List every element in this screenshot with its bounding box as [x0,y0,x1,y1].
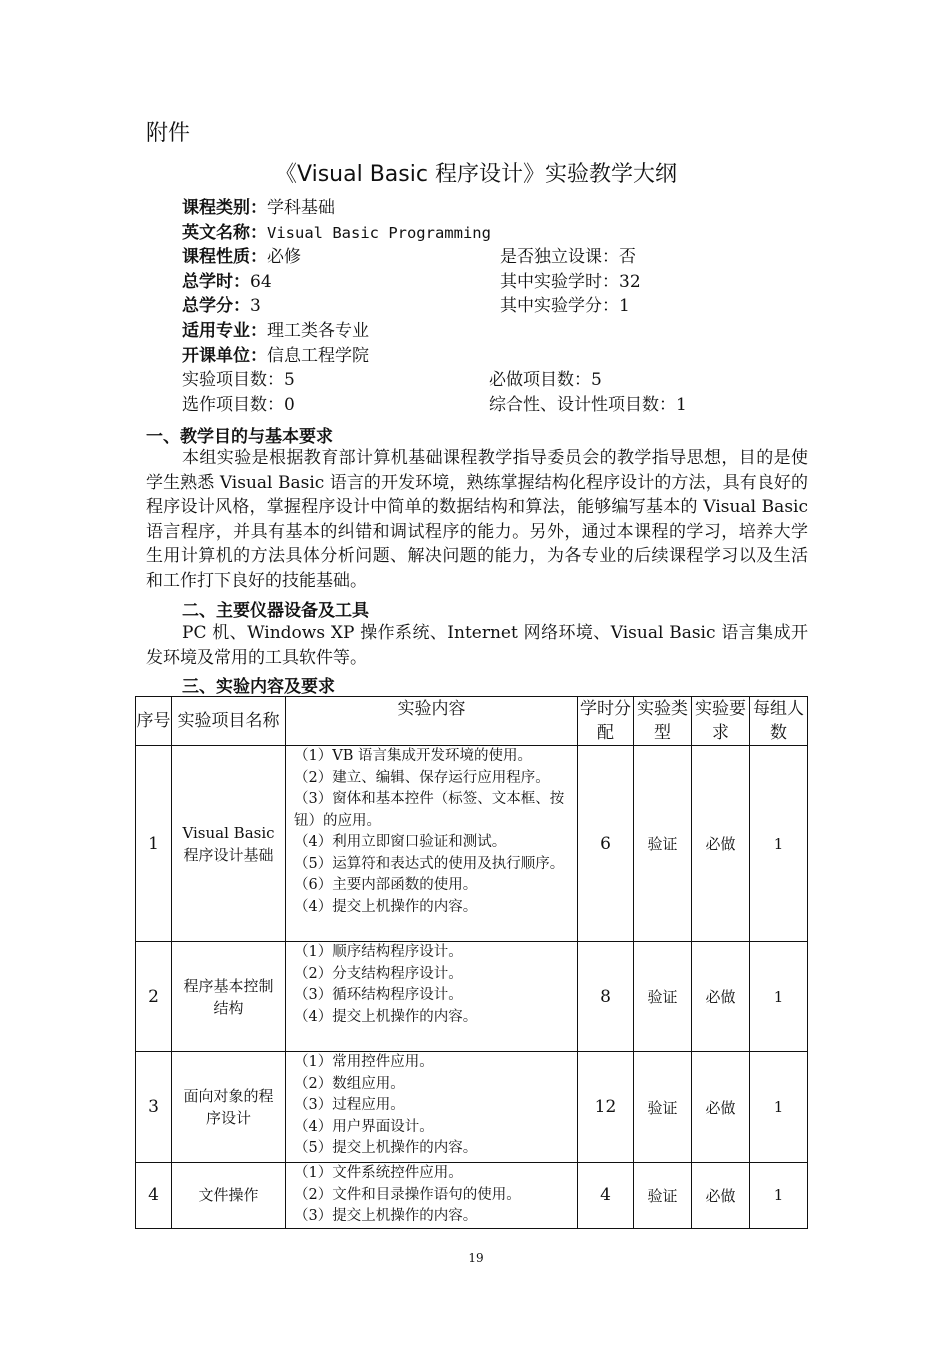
nature-value: 必修 [267,247,301,268]
total-credits-label: 总学分： [182,296,250,317]
total-hours-label: 总学时： [182,271,250,292]
row-group: 1 [750,1163,808,1229]
info-row-major [182,319,822,344]
row-hours: 6 [578,746,634,942]
row-type: 验证 [634,1052,692,1163]
row-content [286,942,578,1052]
row-name: 程序基本控制结构 [172,942,286,1052]
row-name: 文件操作 [172,1163,286,1229]
independent-label: 是否独立设课： [500,247,619,268]
table-row [136,1163,808,1229]
content-line: （1）文件系统控件应用。 [294,1165,463,1181]
row-name: 面向对象的程序设计 [172,1052,286,1163]
row-no: 3 [136,1052,172,1163]
elective-label: 选作项目数： [182,394,284,415]
content-line: （4）利用立即窗口验证和测试。 [294,834,507,850]
comprehensive-label: 综合性、设计性项目数： [489,394,676,415]
projects-value: 5 [284,370,295,391]
content-line: （1）常用控件应用。 [294,1054,434,1070]
independent-value: 否 [619,247,636,268]
content-line: （3）过程应用。 [294,1097,405,1113]
info-row-elective [182,393,822,418]
row-type: 验证 [634,746,692,942]
nature-label: 课程性质： [182,247,267,268]
row-content [286,746,578,942]
info-row-credits [182,294,822,319]
section-2-text: PC 机、Windows XP 操作系统、Internet 网络环境、Visual Basic 语言集成开发环境及常用的工具软件等。 [146,623,808,668]
section-2-heading: 二、主要仪器设备及工具 [182,601,369,621]
dept-label: 开课单位： [182,345,267,366]
content-line: （3）提交上机操作的内容。 [294,1208,478,1224]
row-no: 4 [136,1163,172,1229]
info-row-dept [182,344,822,369]
header-type: 实验类型 [634,697,692,746]
document-title: 《Visual Basic 程序设计》实验教学大纲 [275,162,677,187]
header-hours: 学时分配 [578,697,634,746]
row-group: 1 [750,1052,808,1163]
content-line: （1）VB 语言集成开发环境的使用。 [294,748,532,764]
content-line: （2）文件和目录操作语句的使用。 [294,1186,521,1203]
elective-value: 0 [284,394,295,415]
total-credits-value: 3 [250,296,261,317]
content-line: （4）用户界面设计。 [294,1118,434,1135]
header-name: 实验项目名称 [172,697,286,746]
lab-credits-value: 1 [619,296,630,317]
english-name-label: 英文名称： [182,222,267,243]
comprehensive-value: 1 [676,394,687,415]
course-info [182,196,822,417]
row-group: 1 [750,746,808,942]
section-1-heading: 一、教学目的与基本要求 [146,427,333,447]
content-line: （2）建立、编辑、保存运行应用程序。 [294,769,550,786]
row-name: Visual Basic 程序设计基础 [172,746,286,942]
course-type-label: 课程类别： [182,198,267,218]
info-row-nature [182,245,822,270]
info-row-course-type [182,196,822,221]
content-line: （5）运算符和表达式的使用及执行顺序。 [294,855,565,872]
dept-value: 信息工程学院 [267,345,369,366]
row-hours: 8 [578,942,634,1052]
info-row-english-name [182,221,822,246]
row-group: 1 [750,942,808,1052]
content-line: （2）分支结构程序设计。 [294,965,463,982]
table-header-row [136,697,808,746]
content-line: （3）循环结构程序设计。 [294,987,463,1003]
content-line: （2）数组应用。 [294,1075,405,1092]
content-line: （3）窗体和基本控件（标签、文本框、按钮）的应用。 [294,791,565,829]
info-row-hours [182,270,822,295]
experiment-table [135,696,808,1229]
lab-hours-label: 其中实验学时： [500,271,619,292]
row-req: 必做 [692,746,750,942]
section-1-text: 本组实验是根据教育部计算机基础课程教学指导委员会的教学指导思想，目的是使学生熟悉 Visual Basic 语言的开发环境，熟练掌握结构化程序设计的方法，具有良好的程序设计风格，掌握程序设计中简单的数据结构和算法，能够编写基本的 Visual Basic 语言程序，并具有基本的纠错和调试程序的能力。另外，通过本课程的学习，培养大学生用计算机的方法具体分析问题、解决问题的能力，为各专业的后续课程学习以及生活和工作打下良好的技能基础。 [146,448,808,591]
row-type: 验证 [634,942,692,1052]
row-type: 验证 [634,1163,692,1229]
row-hours: 12 [578,1052,634,1163]
required-label: 必做项目数： [489,370,591,391]
page-number: 19 [468,1251,484,1265]
table-row [136,1052,808,1163]
table-row [136,746,808,942]
row-no: 1 [136,746,172,942]
content-line: （1）顺序结构程序设计。 [294,944,463,960]
content-line: （4）提交上机操作的内容。 [294,1008,478,1025]
major-label: 适用专业： [182,320,267,341]
header-content: 实验内容 [286,697,578,746]
lab-hours-value: 32 [619,271,641,292]
major-value: 理工类各专业 [267,320,369,341]
row-req: 必做 [692,942,750,1052]
section-3-heading: 三、实验内容及要求 [182,677,335,697]
table-row [136,942,808,1052]
row-hours: 4 [578,1163,634,1229]
row-req: 必做 [692,1163,750,1229]
content-line: （4）提交上机操作的内容。 [294,898,478,915]
row-req: 必做 [692,1052,750,1163]
attachment-label: 附件 [146,121,191,146]
row-content [286,1052,578,1163]
projects-label: 实验项目数： [182,370,284,391]
required-value: 5 [591,370,602,391]
header-no: 序号 [136,697,172,746]
info-row-projects [182,368,822,393]
english-name-value: Visual Basic Programming [267,223,491,242]
content-line: （6）主要内部函数的使用。 [294,877,478,893]
lab-credits-label: 其中实验学分： [500,296,619,317]
header-req: 实验要求 [692,697,750,746]
content-line: （5）提交上机操作的内容。 [294,1140,478,1156]
total-hours-value: 64 [250,271,272,292]
course-type-value: 学科基础 [267,198,335,218]
row-content [286,1163,578,1229]
row-no: 2 [136,942,172,1052]
header-group: 每组人数 [750,697,808,746]
